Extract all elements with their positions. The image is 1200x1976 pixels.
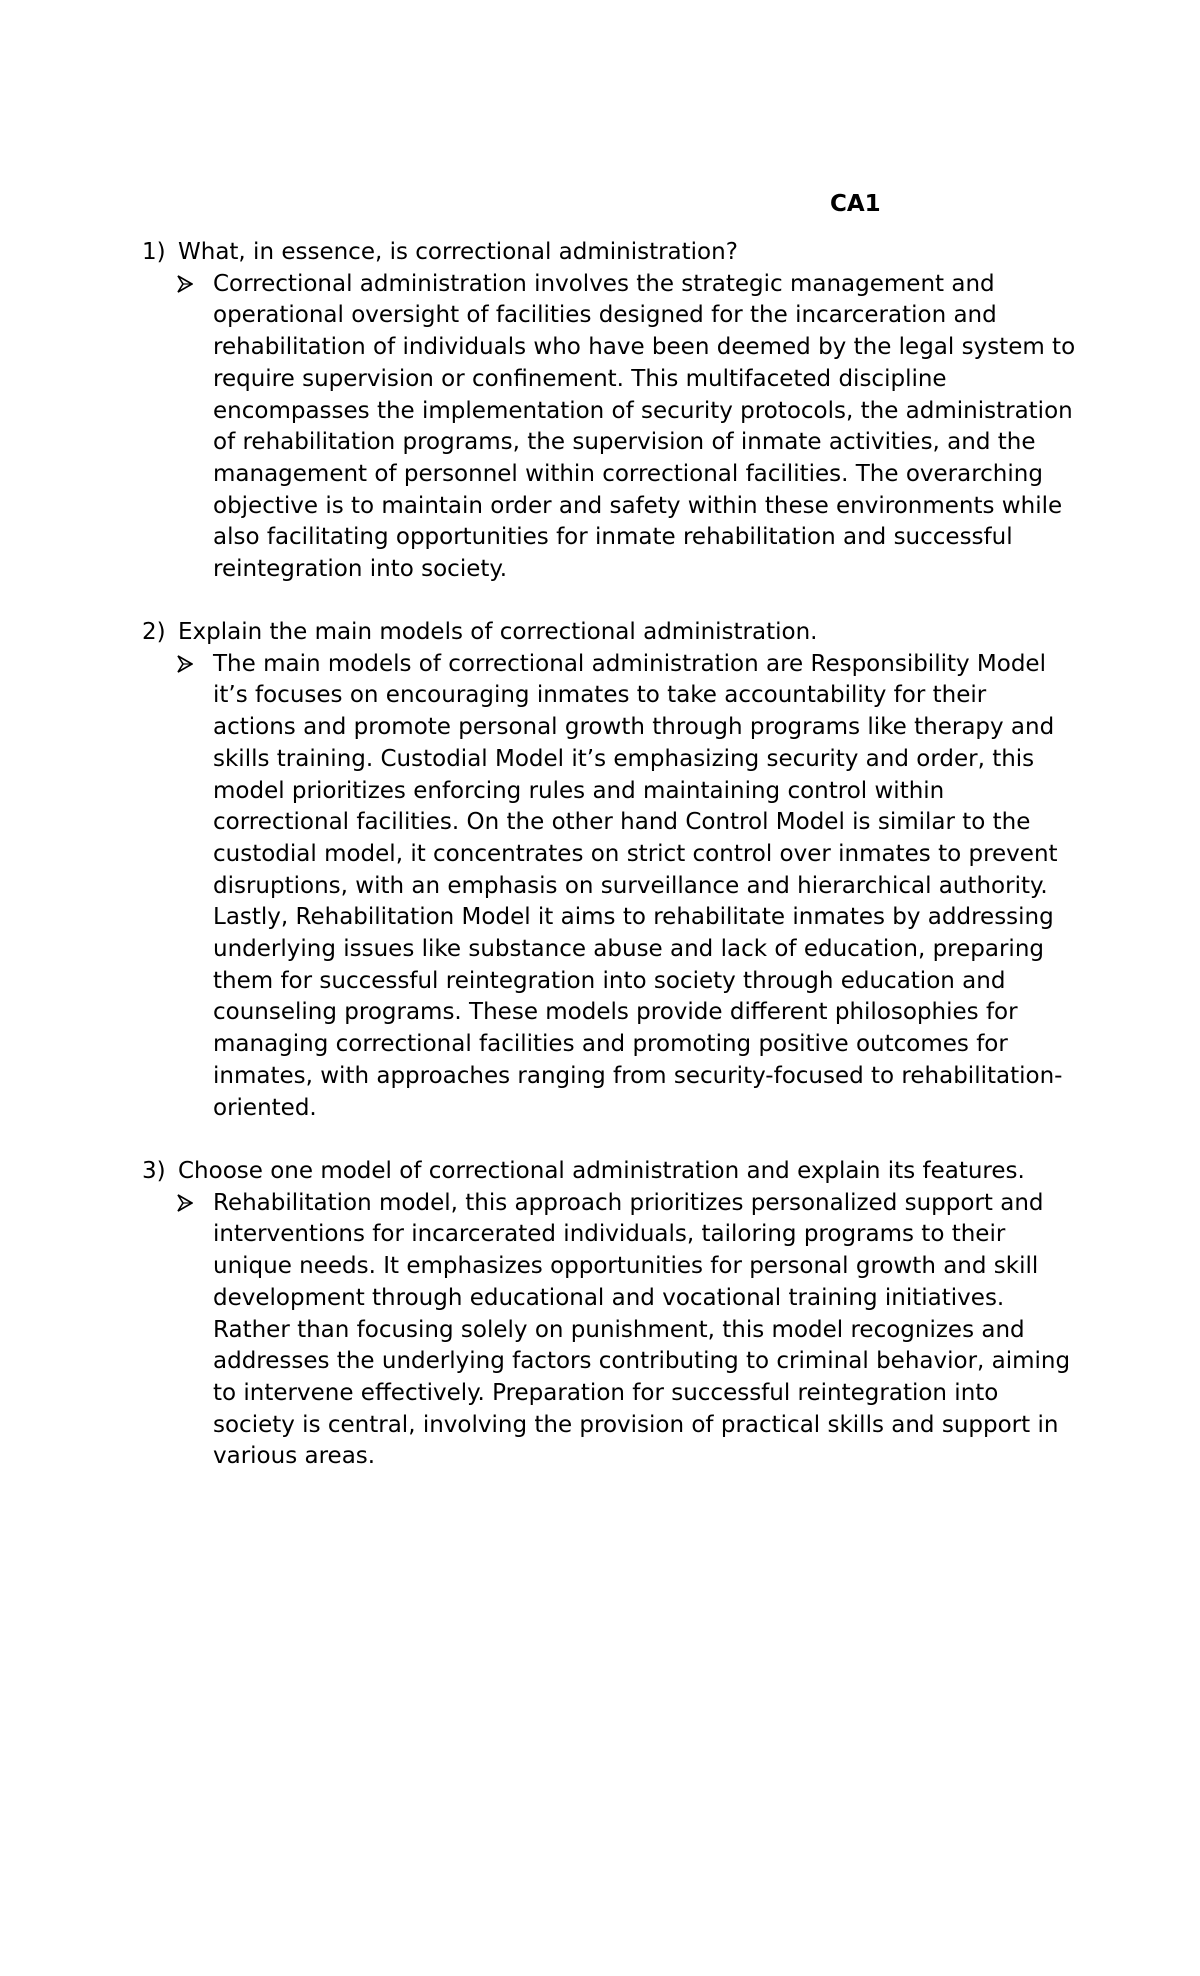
question-number: 2) <box>142 619 166 645</box>
answer-line: encompasses the implementation of security protocols, the administration <box>213 397 1073 424</box>
answer-line: to intervene effectively. Preparation for successful reintegration into <box>213 1379 999 1406</box>
answer-line: managing correctional facilities and promoting positive outcomes for <box>213 1031 1008 1058</box>
answer-line: them for successful reintegration into society through education and <box>213 967 1006 994</box>
document-title: CA1 <box>830 191 881 217</box>
question-2 <box>142 617 1102 649</box>
answer-line: management of personnel within correctional facilities. The overarching <box>213 460 1043 487</box>
answer-line: counseling programs. These models provide different philosophies for <box>213 999 1018 1026</box>
arrowhead-bullet-icon <box>177 654 193 674</box>
answer-line: society is central, involving the provision of practical skills and support in <box>213 1411 1059 1438</box>
answer-text <box>213 649 1200 1125</box>
answer-line: actions and promote personal growth through programs like therapy and <box>213 714 1055 741</box>
answer-text <box>213 1188 1200 1473</box>
answer-line: development through educational and vocational training initiatives. <box>213 1284 1005 1311</box>
qa-item-3 <box>142 1156 1102 1473</box>
question-number: 1) <box>142 239 166 265</box>
question-text: Choose one model of correctional administration and explain its features. <box>178 1158 1025 1184</box>
answer-line: also facilitating opportunities for inmate rehabilitation and successful <box>213 524 1013 551</box>
answer-line: Rehabilitation model, this approach prioritizes personalized support and <box>213 1189 1044 1216</box>
answer-line: it’s focuses on encouraging inmates to take accountability for their <box>213 682 987 709</box>
qa-item-1 <box>142 237 1102 586</box>
answer-line: correctional facilities. On the other hand Control Model is similar to the <box>213 809 1031 836</box>
answer-line: The main models of correctional administration are Responsibility Model <box>213 650 1046 677</box>
answer-text <box>213 269 1200 586</box>
answer-line: operational oversight of facilities designed for the incarceration and <box>213 302 997 329</box>
answer-line: Rather than focusing solely on punishment, this model recognizes and <box>213 1316 1025 1343</box>
answer-line: custodial model, it concentrates on strict control over inmates to prevent <box>213 840 1058 867</box>
arrowhead-bullet-icon <box>177 274 193 294</box>
answer-line: model prioritizes enforcing rules and maintaining control within <box>213 777 945 804</box>
answer-line: reintegration into society. <box>213 556 508 583</box>
answer-line: oriented. <box>213 1094 317 1121</box>
question-number: 3) <box>142 1158 166 1184</box>
answer-line: interventions for incarcerated individuals, tailoring programs to their <box>213 1221 1006 1248</box>
answer-line: disruptions, with an emphasis on surveillance and hierarchical authority. <box>213 872 1048 899</box>
answer-line: inmates, with approaches ranging from security-focused to rehabilitation- <box>213 1062 1063 1089</box>
question-text: What, in essence, is correctional administration? <box>178 239 738 265</box>
qa-item-2 <box>142 617 1102 1124</box>
answer-2 <box>213 649 1200 1125</box>
answer-1 <box>213 269 1200 586</box>
answer-line: addresses the underlying factors contributing to criminal behavior, aiming <box>213 1348 1071 1375</box>
question-3 <box>142 1156 1102 1188</box>
answer-line: objective is to maintain order and safety within these environments while <box>213 492 1063 519</box>
answer-line: Correctional administration involves the strategic management and <box>213 270 995 297</box>
answer-line: Lastly, Rehabilitation Model it aims to rehabilitate inmates by addressing <box>213 904 1054 931</box>
answer-line: skills training. Custodial Model it’s emphasizing security and order, this <box>213 745 1035 772</box>
answer-3 <box>213 1188 1200 1473</box>
arrowhead-bullet-icon <box>177 1193 193 1213</box>
answer-line: require supervision or confinement. This multifaceted discipline <box>213 365 947 392</box>
question-text: Explain the main models of correctional administration. <box>178 619 818 645</box>
answer-line: rehabilitation of individuals who have been deemed by the legal system to <box>213 334 1076 361</box>
answer-line: unique needs. It emphasizes opportunities for personal growth and skill <box>213 1253 1039 1280</box>
question-1 <box>142 237 1102 269</box>
answer-line: underlying issues like substance abuse and lack of education, preparing <box>213 936 1044 963</box>
answer-line: of rehabilitation programs, the supervision of inmate activities, and the <box>213 429 1036 456</box>
answer-line: various areas. <box>213 1443 376 1470</box>
